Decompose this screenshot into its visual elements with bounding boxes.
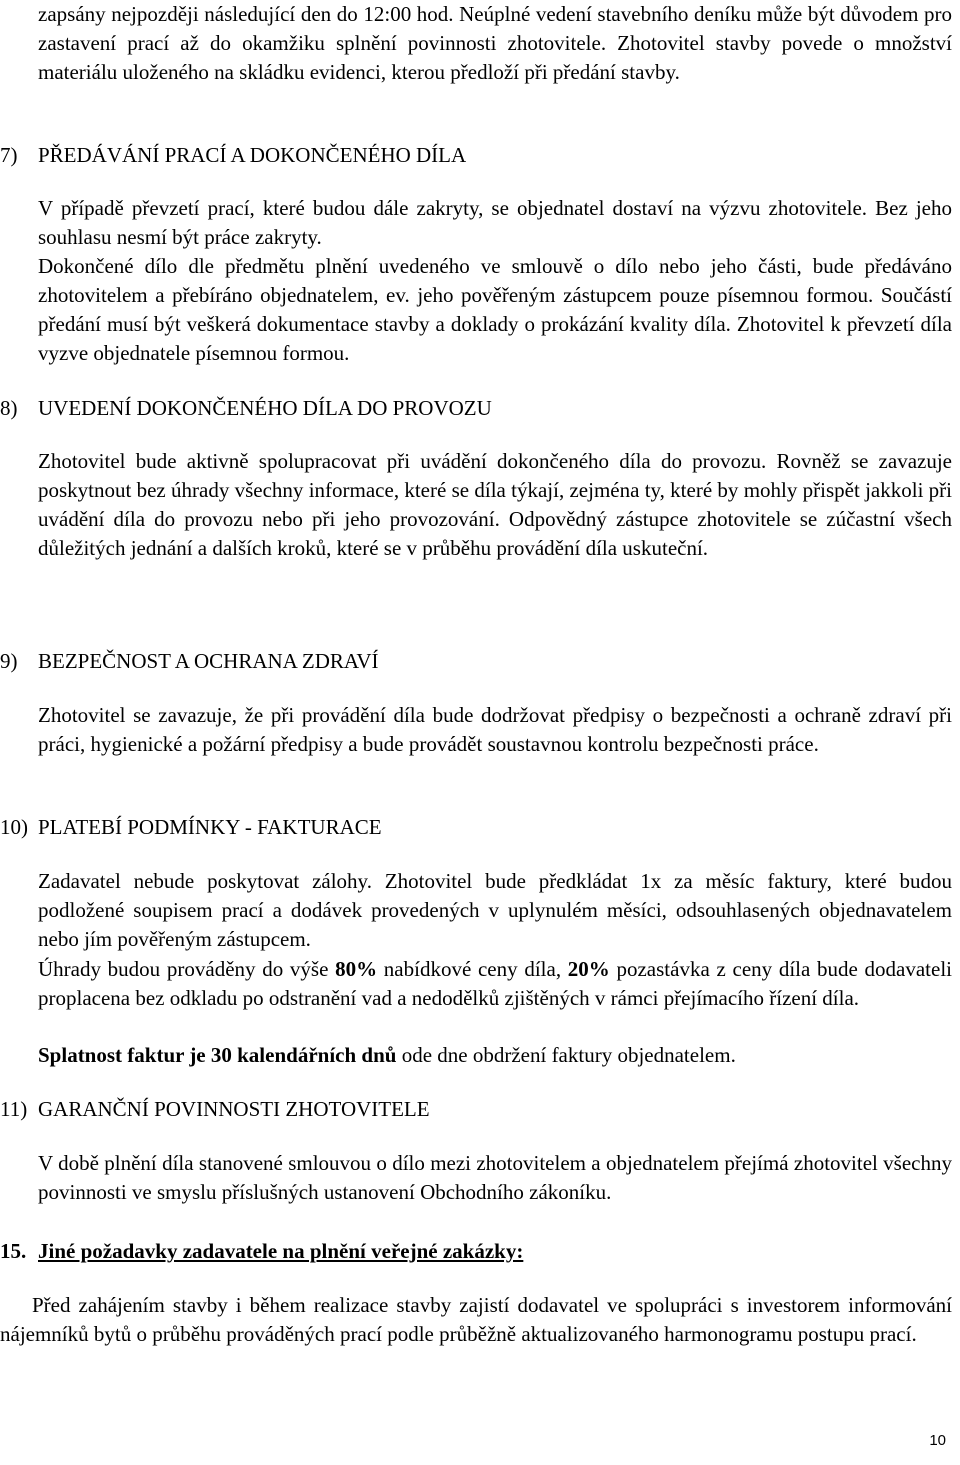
- section-11-number: 11): [0, 1097, 28, 1121]
- section-7-paragraph-1: V případě převzetí prací, které budou dále zakryty, se objednatel dostaví na výzvu zhotovitele. Bez jeho souhlasu nesmí být práce zakryty.: [38, 196, 952, 249]
- section-10-title: PLATEBÍ PODMÍNKY - FAKTURACE: [38, 815, 382, 839]
- section-9-heading: [0, 647, 379, 676]
- section-7-title: PŘEDÁVÁNÍ PRACÍ A DOKONČENÉHO DÍLA: [38, 143, 467, 167]
- invoice-due-rest: ode dne obdržení faktury objednatelem.: [396, 1043, 736, 1067]
- section-7-paragraph-2: Dokončené dílo dle předmětu plnění uvedeného ve smlouvě o dílo nebo jeho části, bude předáváno zhotovitelem a přebíráno objednatelem, ev. jeho pověřeným zástupcem pouze písemnou formou. Součástí předání musí být veškerá dokumentace stavby a doklady o prokázání kvality díla. Zhotovitel k převzetí díla vyzve objednatele písemnou formou.: [38, 254, 952, 365]
- section-15-paragraph-1: Před zahájením stavby i během realizace stavby zajistí dodavatel ve spolupráci s investorem informování nájemníků bytů o průběhu prováděných prací podle průběžně aktualizovaného harmonogramu postupu prací.: [0, 1293, 952, 1346]
- section-15-heading: [0, 1237, 523, 1266]
- section-9-paragraph-1: Zhotovitel se zavazuje, že při provádění díla bude dodržovat předpisy o bezpečnosti a ochraně zdraví při práci, hygienické a požární předpisy a bude provádět soustavnou kontrolu bezpečnosti práce.: [38, 703, 952, 756]
- section-8-title: UVEDENÍ DOKONČENÉHO DÍLA DO PROVOZU: [38, 396, 492, 420]
- section-9-title: BEZPEČNOST A OCHRANA ZDRAVÍ: [38, 649, 379, 673]
- page-number: 10: [929, 1432, 946, 1449]
- section-10-paragraph-3: [38, 1041, 952, 1070]
- section-7-heading: [0, 141, 466, 170]
- retention-percent-20: 20%: [567, 957, 610, 981]
- section-10-number: 10): [0, 815, 28, 839]
- section-8-paragraph-1: Zhotovitel bude aktivně spolupracovat při uvádění dokončeného díla do provozu. Rovněž se zavazuje poskytnout bez úhrady všechny informace, které se díla týkají, zejména ty, které by mohly přispět jakkoli při uvádění díla do provozu nebo při jeho provozování. Odpovědný zástupce zhotovitele se zúčastní všech důležitých jednání a dalších kroků, které se v průběhu provádění díla uskuteční.: [38, 449, 952, 560]
- section-15-title: Jiné požadavky zadavatele na plnění veřejné zakázky:: [38, 1239, 524, 1263]
- payment-percent-80: 80%: [335, 957, 378, 981]
- section-7-number: 7): [0, 143, 18, 167]
- section-8-heading: [0, 394, 492, 423]
- payment-text-middle: nabídkové ceny díla,: [377, 957, 568, 981]
- payment-text-start: Úhrady budou prováděny do výše: [38, 957, 336, 981]
- section-10-heading: [0, 813, 382, 842]
- section-11-paragraph-1: V době plnění díla stanovené smlouvou o dílo mezi zhotovitelem a objednatelem přejímá zhotovitel všechny povinnosti ve smyslu příslušných ustanovení Obchodního zákoníku.: [38, 1151, 952, 1204]
- section-9-number: 9): [0, 649, 18, 673]
- section-10-paragraph-2: [38, 955, 952, 1013]
- section-11-heading: [0, 1095, 430, 1124]
- intro-paragraph: zapsány nejpozději následující den do 12:00 hod. Neúplné vedení stavebního deníku může být důvodem pro zastavení prací až do okamžiku splnění povinnosti zhotovitele. Zhotovitel stavby povede o množství materiálu uloženého na skládku evidenci, kterou předloží při předání stavby.: [38, 2, 952, 84]
- payment-text-end: pozastávka z ceny díla bude dodavateli proplacena bez odkladu po odstranění vad a nedodělků zjištěných v rámci přejímacího řízení díla.: [38, 957, 953, 1010]
- section-10-paragraph-1: Zadavatel nebude poskytovat zálohy. Zhotovitel bude předkládat 1x za měsíc faktury, které budou podložené soupisem prací a dodávek provedených v uplynulém měsíci, odsouhlasených objednavatelem nebo jím pověřeným zástupcem.: [38, 869, 952, 951]
- section-15-number: 15.: [0, 1239, 27, 1263]
- section-8-number: 8): [0, 396, 18, 420]
- invoice-due-bold: Splatnost faktur je 30 kalendářních dnů: [38, 1043, 397, 1067]
- section-11-title: GARANČNÍ POVINNOSTI ZHOTOVITELE: [38, 1097, 430, 1121]
